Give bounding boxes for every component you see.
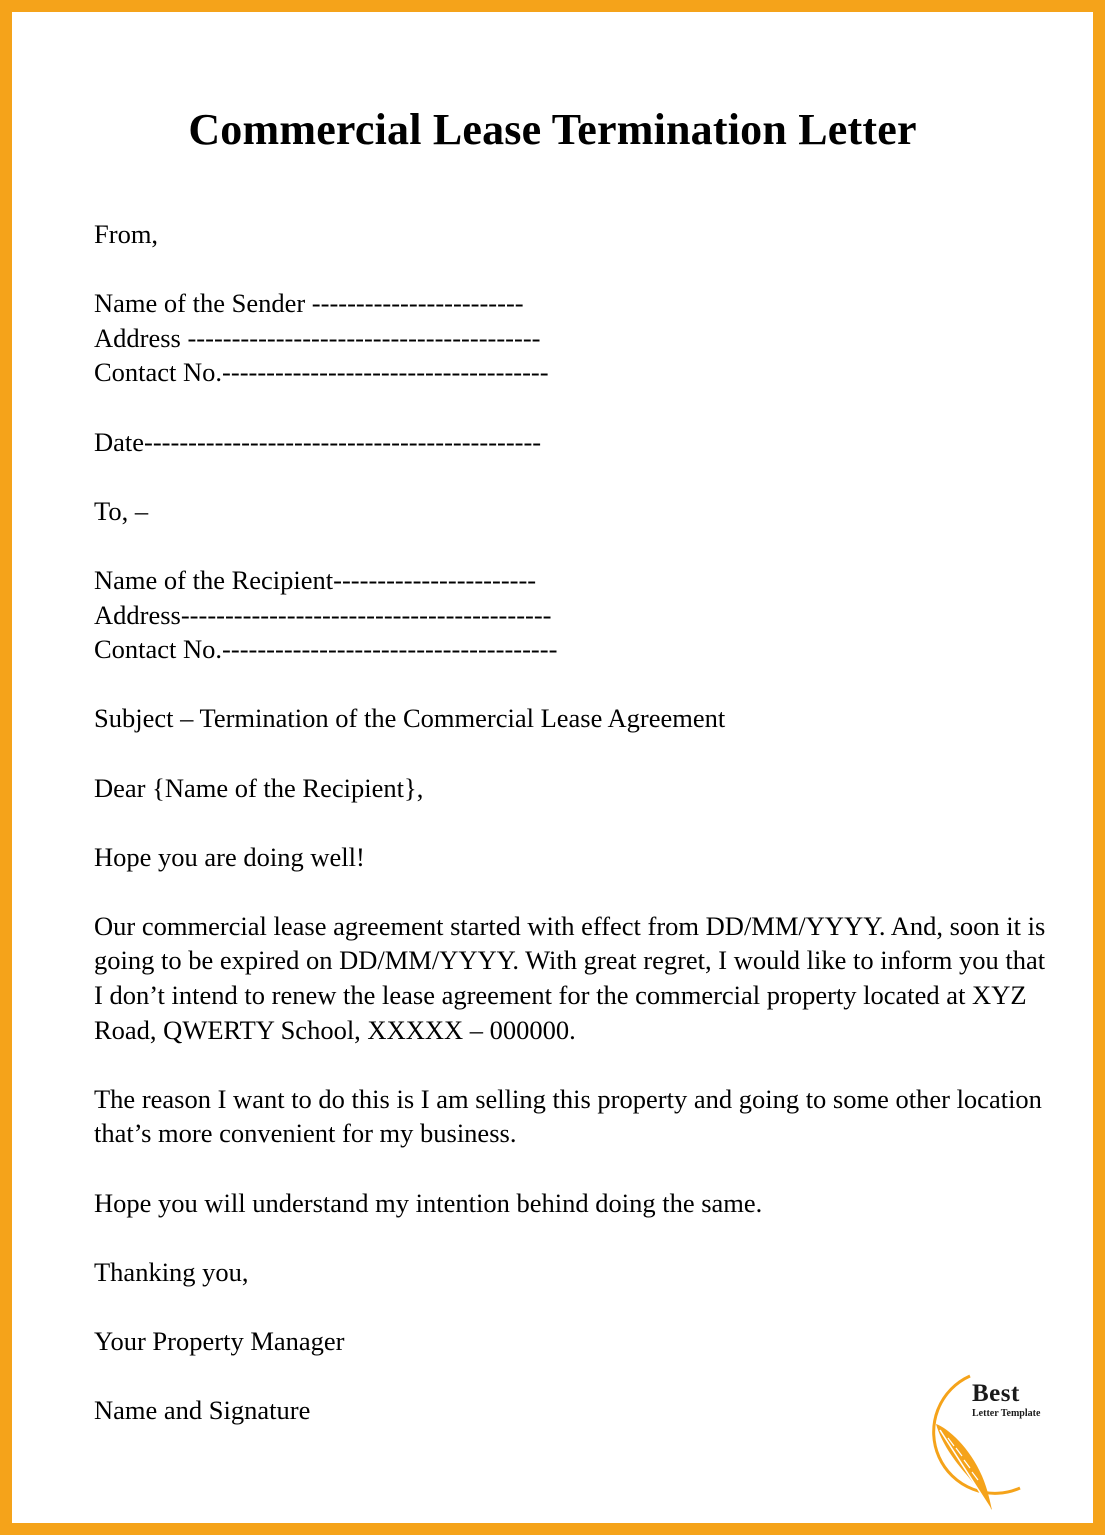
letter-body (94, 217, 1054, 1428)
body-paragraph-3: Hope you will understand my intention behind doing the same. (94, 1187, 763, 1218)
page-title: Commercial Lease Termination Letter (188, 105, 917, 154)
to-label: To, – (94, 495, 149, 526)
sender-name-field: Name of the Sender ------------------------ (94, 288, 524, 319)
body-paragraph-1: Our commercial lease agreement started with effect from DD/MM/YYYY. And, soon it is going to be expired on DD/MM/YYYY. With great regret, I would like to inform you that I don’t intend to renew the lease agreement for the commercial property located at XYZ Road, QWERTY School, XXXXX – 000000. (94, 910, 1046, 1045)
sender-contact-field: Contact No.------------------------------------- (94, 357, 549, 388)
logo-brand-text: Best (972, 1380, 1020, 1407)
salutation: Dear {Name of the Recipient}, (94, 772, 424, 803)
sender-address-field: Address ---------------------------------------- (94, 322, 541, 353)
logo-subtitle-text: Letter Template (972, 1408, 1041, 1419)
signature-line: Name and Signature (94, 1395, 311, 1426)
recipient-contact-field: Contact No.-------------------------------------- (94, 634, 558, 665)
subject-line: Subject – Termination of the Commercial Lease Agreement (94, 703, 726, 734)
body-paragraph-2: The reason I want to do this is I am selling this property and going to some other location that’s more convenient for my business. (94, 1083, 1042, 1149)
recipient-address-field: Address------------------------------------------ (94, 599, 552, 630)
signer-title: Your Property Manager (94, 1326, 345, 1356)
best-letter-template-logo (908, 1368, 1078, 1518)
closing: Thanking you, (94, 1256, 249, 1287)
date-field: Date--------------------------------------------- (94, 426, 542, 457)
from-label: From, (94, 219, 159, 249)
recipient-name-field: Name of the Recipient----------------------- (94, 564, 537, 595)
greeting: Hope you are doing well! (94, 841, 365, 872)
